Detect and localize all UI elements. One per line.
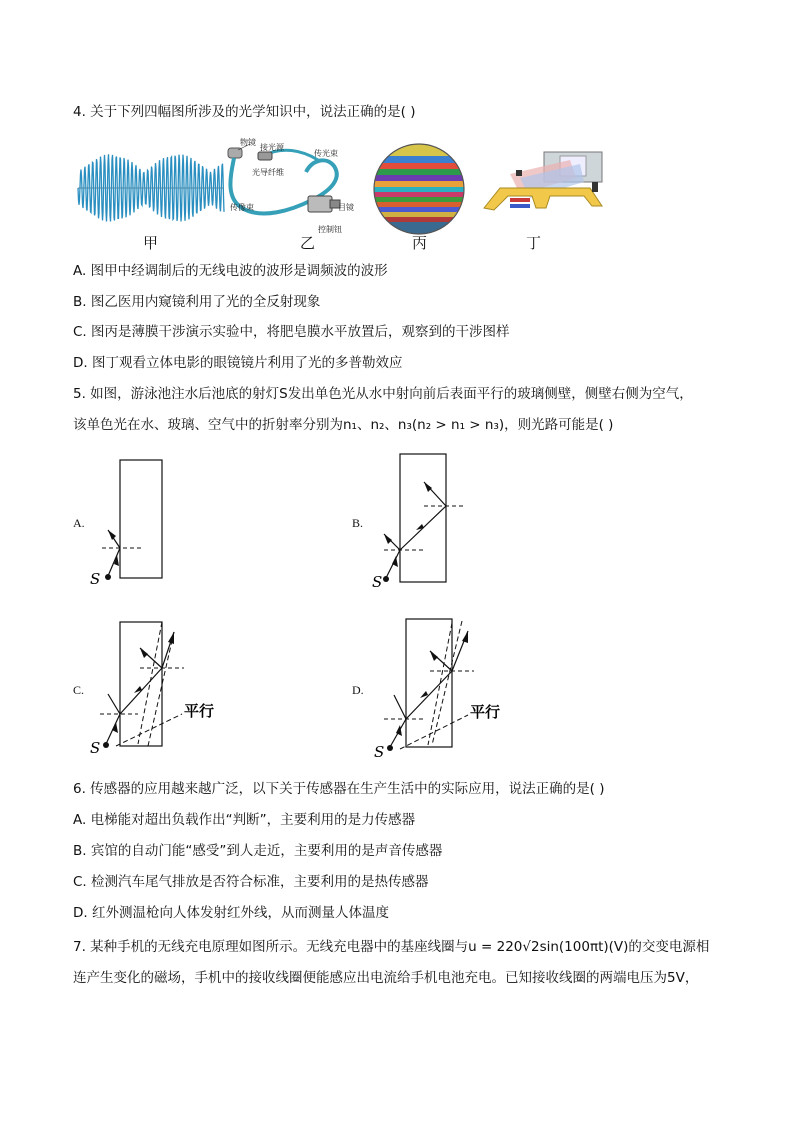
q7-line2: 连产生变化的磁场，手机中的接收线圈便能感应出电流给手机电池充电。已知接收线圈的两端电压为5V，	[73, 970, 699, 986]
q6-option-d: D. 红外测温枪向人体发射红外线，从而测量人体温度	[73, 905, 389, 921]
q4-option-a: A. 图甲中经调制后的无线电波的波形是调频波的波形	[73, 263, 388, 279]
q6-stem: 6. 传感器的应用越来越广泛，以下关于传感器在生产生活中的实际应用，说法正确的是( )	[73, 781, 605, 797]
q4-stem: 4. 关于下列四幅图所涉及的光学知识中，说法正确的是( )	[73, 104, 416, 120]
q5-line2: 该单色光在水、玻璃、空气中的折射率分别为n₁、n₂、n₃(n₂ > n₁ > n₃)，则光路可能是( )	[73, 417, 614, 433]
fig-ding-3d-cinema	[480, 148, 612, 222]
q5-b-source: S	[372, 573, 383, 591]
q6-option-b: B. 宾馆的自动门能“感受”到人走近，主要利用的是声音传感器	[73, 843, 443, 859]
label-control-knob: 控制钮	[318, 225, 342, 234]
label-light-source: 接光源	[260, 143, 284, 152]
label-fiber: 光导纤维	[252, 168, 284, 177]
q5-c-parallel: 平行	[184, 702, 215, 720]
label-image-beam: 传像束	[230, 203, 254, 212]
q5-line1: 5. 如图，游泳池注水后池底的射灯S发出单色光从水中射向前后表面平行的玻璃侧壁，侧壁右侧为空气，	[73, 386, 693, 402]
q5-c-source: S	[90, 739, 101, 757]
q5-diagram-a	[88, 456, 168, 586]
fig-yi-endoscope	[222, 138, 352, 238]
q6-option-c: C. 检测汽车尾气排放是否符合标准，主要利用的是热传感器	[73, 874, 429, 890]
q4-option-b: B. 图乙医用内窥镜利用了光的全反射现象	[73, 294, 321, 310]
q4-option-d: D. 图丁观看立体电影的眼镜镜片利用了光的多普勒效应	[73, 355, 403, 371]
modulated-wave-path	[78, 154, 224, 221]
label-light-beam: 传光束	[314, 149, 338, 158]
q5-d-parallel: 平行	[470, 703, 501, 721]
label-mirror: 物镜	[240, 138, 256, 147]
fig-jia-modulated-wave	[78, 148, 224, 228]
q5-a-source: S	[90, 570, 101, 588]
q5-diagram-d	[370, 615, 520, 760]
q5-label-a: A.	[73, 516, 85, 530]
label-eyepiece: 目镜	[338, 203, 354, 212]
q5-diagram-c	[88, 618, 238, 758]
q5-label-b: B.	[352, 516, 364, 530]
q6-option-a: A. 电梯能对超出负载作出“判断”，主要利用的是力传感器	[73, 812, 416, 828]
q5-diagram-b	[370, 452, 470, 592]
caption-ding: 丁	[526, 234, 542, 252]
caption-jia: 甲	[143, 234, 159, 252]
q4-option-c: C. 图丙是薄膜干涉演示实验中，将肥皂膜水平放置后，观察到的干涉图样	[73, 324, 510, 340]
fig-bing-soap-film	[372, 142, 466, 236]
caption-bing: 丙	[412, 234, 428, 252]
q5-label-c: C.	[73, 683, 85, 697]
q5-label-d: D.	[352, 683, 364, 697]
q7-line1: 7. 某种手机的无线充电原理如图所示。无线充电器中的基座线圈与u = 220√2sin(100πt)(V)的交变电源相	[73, 939, 710, 955]
caption-yi: 乙	[300, 234, 316, 252]
q5-d-source: S	[374, 743, 385, 761]
